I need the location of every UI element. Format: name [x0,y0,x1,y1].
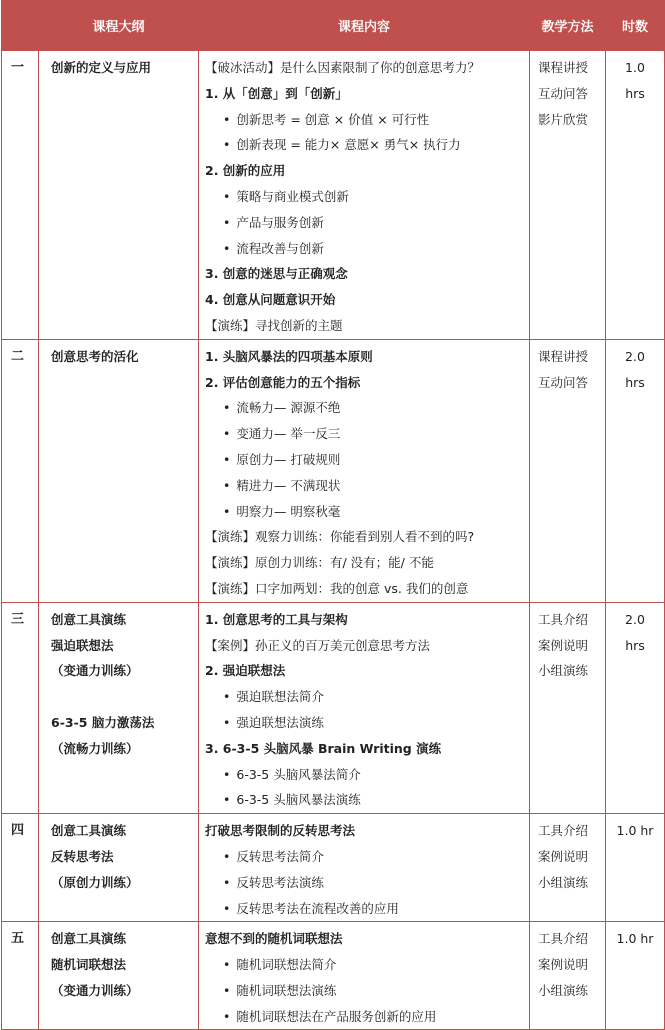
method-cell [530,814,606,922]
outline-spacer [51,684,198,710]
hours-value: 2.0 [625,348,645,364]
content-bullet: • 6-3-5 头脑风暴法演练 [205,787,529,813]
outline-cell [39,51,199,340]
content-bullet: • 强迫联想法简介 [205,684,529,710]
hours-value: hrs [625,374,645,390]
hours-cell [606,339,665,602]
method-item: 小组演练 [538,663,589,679]
outline-line: （变通力训练） [51,663,139,679]
hours-cell [606,51,665,340]
method-cell [530,602,606,813]
method-item: 工具介绍 [538,611,589,627]
row-number: 三 [11,611,25,627]
row-number-cell [2,339,39,602]
row-number-cell [2,602,39,813]
outline-line: 创意工具演练 [51,611,127,627]
hours-value: hrs [625,637,645,653]
row-number-cell [2,51,39,340]
content-cell [199,339,530,602]
content-bullet: • 反转思考法简介 [205,844,529,870]
method-item: 案例说明 [538,637,589,653]
content-bold: 1. 创意思考的工具与架构 [205,611,348,627]
row-number: 一 [11,60,25,75]
content-bullet: • 6-3-5 头脑风暴法简介 [205,762,529,788]
row-number: 四 [11,823,25,839]
outline-line: （变通力训练） [51,982,139,998]
hours-cell [606,922,665,1030]
method-item: 小组演练 [538,874,589,890]
content-bold: 意想不到的随机词联想法 [205,931,343,947]
content-bullet: • 反转思考法在流程改善的应用 [205,896,529,922]
header-outline: 课程大纲 [39,1,199,51]
content-bullet: • 变通力— 举一反三 [205,421,529,447]
method-item: 小组演练 [538,982,589,998]
content-bullet: • 随机词联想法演练 [205,978,529,1004]
outline-line: （流畅力训练） [51,740,139,756]
outline-cell [39,339,199,602]
outline-line: 反转思考法 [51,848,114,864]
row-number-cell [2,922,39,1030]
outline-line: 随机词联想法 [51,957,127,973]
method-item: 课程讲授 [538,60,589,75]
table-row [2,51,665,340]
content-bracket: 【演练】口字加两划：我的创意 vs. 我们的创意 [205,580,469,596]
content-bullet: • 策略与商业模式创新 [205,184,529,210]
hours-cell [606,814,665,922]
course-outline-table [1,0,665,1030]
content-bullet: • 明察力— 明察秋毫 [205,499,529,525]
content-bracket: 【演练】观察力训练：你能看到别人看不到的吗? [205,529,475,545]
method-item: 案例说明 [538,848,589,864]
content-bold: 1. 头脑风暴法的四项基本原则 [205,348,373,364]
method-cell [530,51,606,340]
content-bold: 3. 创意的迷思与正确观念 [205,266,348,282]
content-bullet: • 随机词联想法在产品服务创新的应用 [205,1004,529,1030]
outline-cell [39,602,199,813]
outline-line: （原创力训练） [51,874,139,890]
content-bullet: • 强迫联想法演练 [205,710,529,736]
content-cell [199,602,530,813]
content-bullet: • 创新思考 = 创意 × 价值 × 可行性 [205,107,529,133]
method-item: 互动问答 [538,374,589,390]
header-row [2,1,665,51]
hours-value: 1.0 hr [616,931,654,947]
content-bold: 2. 创新的应用 [205,163,286,179]
content-bold: 打破思考限制的反转思考法 [205,823,356,839]
content-bracket: 【案例】孙正义的百万美元创意思考方法 [205,637,431,653]
content-bullet: • 反转思考法演练 [205,870,529,896]
content-bold: 2. 评估创意能力的五个指标 [205,374,361,390]
outline-line: 创意工具演练 [51,823,127,839]
content-bullet: • 原创力— 打破规则 [205,447,529,473]
hours-value: 1.0 hr [616,823,654,839]
table-row [2,339,665,602]
method-cell [530,922,606,1030]
row-number: 二 [11,348,25,364]
method-item: 案例说明 [538,957,589,973]
table-row [2,922,665,1030]
content-bullet: • 随机词联想法简介 [205,952,529,978]
content-bold: 1. 从「创意」到「创新」 [205,85,348,101]
content-cell [199,922,530,1030]
outline-line: 强迫联想法 [51,637,114,653]
content-bullet: • 流程改善与创新 [205,236,529,262]
content-bold: 3. 6-3-5 头脑风暴 Brain Writing 演练 [205,740,442,756]
method-item: 工具介绍 [538,931,589,947]
method-item: 互动问答 [538,85,589,101]
content-bold: 4. 创意从问题意识开始 [205,292,336,308]
method-item: 影片欣赏 [538,111,589,127]
outline-line: 创意工具演练 [51,931,127,947]
method-item: 课程讲授 [538,348,589,364]
table-row [2,814,665,922]
header-content: 课程内容 [199,1,530,51]
header-hours: 时数 [606,1,665,51]
content-cell [199,814,530,922]
content-bold: 2. 强迫联想法 [205,663,286,679]
content-bullet: • 创新表现 = 能力× 意愿× 勇气× 执行力 [205,132,529,158]
method-cell [530,339,606,602]
hours-cell [606,602,665,813]
row-number: 五 [11,931,25,947]
content-bracket: 【演练】寻找创新的主题 [205,317,343,333]
table-body [2,51,665,1030]
outline-line: 创意思考的活化 [51,348,139,364]
header-method: 教学方法 [530,1,606,51]
table-row [2,602,665,813]
content-bullet: • 产品与服务创新 [205,210,529,236]
content-bracket: 【破冰活动】是什么因素限制了你的创意思考力？ [205,60,481,75]
content-bullet: • 流畅力— 源源不绝 [205,395,529,421]
outline-cell [39,922,199,1030]
content-bullet: • 精进力— 不满现状 [205,473,529,499]
row-number-cell [2,814,39,922]
content-cell [199,51,530,340]
outline-cell [39,814,199,922]
header-index [2,1,39,51]
method-item: 工具介绍 [538,823,589,839]
content-bracket: 【演练】原创力训练：有/ 没有；能/ 不能 [205,555,434,571]
hours-value: hrs [625,85,645,101]
hours-value: 1.0 [625,60,645,75]
outline-line: 创新的定义与应用 [51,60,152,75]
hours-value: 2.0 [625,611,645,627]
outline-line: 6-3-5 脑力激荡法 [51,714,155,730]
